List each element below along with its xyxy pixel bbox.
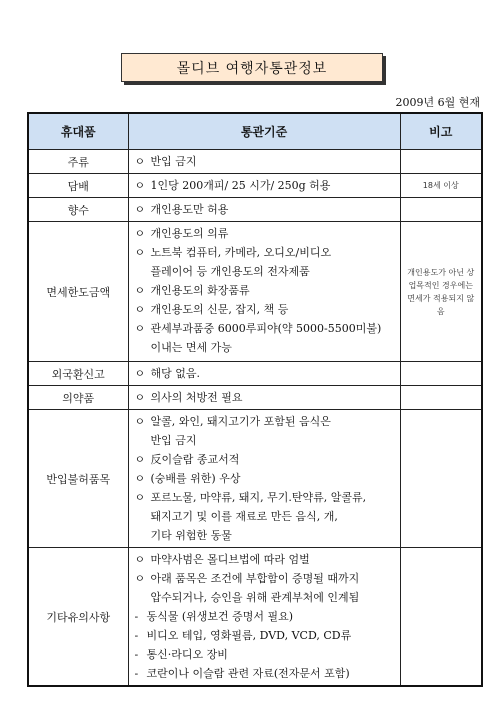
item-continuation: 플레이어 등 개인용도의 전자제품	[150, 265, 310, 278]
table-row	[28, 386, 482, 410]
list-item	[135, 364, 396, 383]
circle-bullet-icon: ㅇ	[134, 155, 146, 168]
item-text: 포르노물, 마약류, 돼지, 무기.탄약류, 알콜류,	[150, 491, 367, 504]
list-item	[135, 550, 396, 569]
item-text: 해당 없음.	[150, 367, 200, 380]
row-content	[128, 386, 400, 410]
item-text: 아래 품목은 조건에 부합함이 증명될 때까지	[150, 572, 360, 585]
circle-bullet-icon: ㅇ	[134, 284, 146, 297]
item-continuation: 이내는 면세 가능	[150, 341, 232, 354]
list-item	[135, 488, 396, 507]
circle-bullet-icon: ㅇ	[134, 179, 146, 192]
list-item	[135, 388, 396, 407]
table-row	[28, 150, 482, 174]
item-text: 노트북 컴퓨터, 카메라, 오디오/비디오	[150, 246, 332, 259]
circle-bullet-icon: ㅇ	[134, 246, 146, 259]
row-category: 기타유의사항	[28, 548, 128, 687]
table-row	[28, 410, 482, 548]
item-text: 코란이나 이슬람 관련 자료(전자문서 포함)	[146, 667, 350, 680]
dash-bullet-icon: -	[134, 648, 139, 661]
list-item	[135, 626, 396, 645]
header-content: 통관기준	[128, 113, 400, 150]
table-row	[28, 548, 482, 687]
circle-bullet-icon: ㅇ	[134, 227, 146, 240]
row-category: 담배	[28, 174, 128, 198]
row-note	[400, 548, 482, 687]
list-item	[135, 645, 396, 664]
item-text: 개인용도의 화장품류	[150, 284, 250, 297]
customs-table	[27, 112, 483, 687]
list-item	[135, 469, 396, 488]
list-item	[135, 607, 396, 626]
circle-bullet-icon: ㅇ	[134, 322, 146, 335]
table-row	[28, 222, 482, 362]
list-item	[135, 243, 396, 262]
row-note: 개인용도가 아닌 상업목적인 경우에는 면세가 적용되지 않음	[400, 222, 482, 362]
item-continuation: 압수되거나, 승인을 위해 관계부처에 인계됨	[150, 591, 360, 604]
item-text: 동식물 (위생보건 증명서 필요)	[146, 610, 294, 623]
date-label: 2009년 6월 현재	[395, 96, 480, 109]
row-content	[128, 410, 400, 548]
row-content	[128, 198, 400, 222]
item-text: 관세부과품중 6000루피야(약 5000-5500미불)	[150, 322, 382, 335]
item-text: 1인당 200개피/ 25 시가/ 250g 허용	[150, 179, 331, 192]
dash-bullet-icon: -	[134, 610, 139, 623]
row-category: 주류	[28, 150, 128, 174]
row-content	[128, 174, 400, 198]
row-note	[400, 150, 482, 174]
item-text: 개인용도의 의류	[150, 227, 229, 240]
circle-bullet-icon: ㅇ	[134, 203, 146, 216]
row-category: 면세한도금액	[28, 222, 128, 362]
circle-bullet-icon: ㅇ	[134, 303, 146, 316]
item-text: 비디오 테입, 영화필름, DVD, VCD, CD류	[146, 629, 352, 642]
row-content	[128, 548, 400, 687]
dash-bullet-icon: -	[134, 629, 139, 642]
row-content	[128, 150, 400, 174]
circle-bullet-icon: ㅇ	[134, 453, 146, 466]
circle-bullet-icon: ㅇ	[134, 415, 146, 428]
row-content	[128, 362, 400, 386]
circle-bullet-icon: ㅇ	[134, 491, 146, 504]
page-title: 몰디브 여행자통관정보	[121, 53, 383, 82]
table-row	[28, 362, 482, 386]
table-row	[28, 174, 482, 198]
circle-bullet-icon: ㅇ	[134, 572, 146, 585]
list-item	[135, 300, 396, 319]
row-category: 의약품	[28, 386, 128, 410]
list-item	[135, 569, 396, 588]
row-category: 반입불허품목	[28, 410, 128, 548]
item-text: 反이슬람 종교서적	[150, 453, 240, 466]
item-text: (숭배를 위한) 우상	[150, 472, 241, 485]
list-item	[135, 224, 396, 243]
row-note	[400, 410, 482, 548]
item-continuation: 반입 금지	[150, 434, 197, 447]
item-text: 개인용도만 허용	[150, 203, 229, 216]
row-note	[400, 198, 482, 222]
list-item	[135, 319, 396, 338]
item-continuation: 기타 위험한 동물	[150, 529, 232, 542]
list-item	[135, 664, 396, 683]
list-item	[135, 450, 396, 469]
list-item	[135, 152, 396, 171]
header-note: 비고	[400, 113, 482, 150]
item-text: 반입 금지	[150, 155, 197, 168]
item-text: 개인용도의 신문, 잡지, 책 등	[150, 303, 289, 316]
circle-bullet-icon: ㅇ	[134, 472, 146, 485]
circle-bullet-icon: ㅇ	[134, 391, 146, 404]
item-text: 통신·라디오 장비	[146, 648, 228, 661]
list-item	[135, 281, 396, 300]
list-item	[135, 176, 396, 195]
dash-bullet-icon: -	[134, 667, 139, 680]
row-note	[400, 386, 482, 410]
item-text: 알콜, 와인, 돼지고기가 포함된 음식은	[150, 415, 331, 428]
row-note: 18세 이상	[400, 174, 482, 198]
row-content	[128, 222, 400, 362]
circle-bullet-icon: ㅇ	[134, 367, 146, 380]
table-header-row	[28, 113, 482, 150]
row-category: 향수	[28, 198, 128, 222]
circle-bullet-icon: ㅇ	[134, 553, 146, 566]
item-continuation: 돼지고기 및 이를 재료로 만든 음식, 개,	[150, 510, 338, 523]
row-category: 외국환신고	[28, 362, 128, 386]
row-note	[400, 362, 482, 386]
list-item	[135, 200, 396, 219]
header-category: 휴대품	[28, 113, 128, 150]
table-row	[28, 198, 482, 222]
item-text: 마약사범은 몰디브법에 따라 엄벌	[150, 553, 310, 566]
item-text: 의사의 처방전 필요	[150, 391, 243, 404]
list-item	[135, 412, 396, 431]
